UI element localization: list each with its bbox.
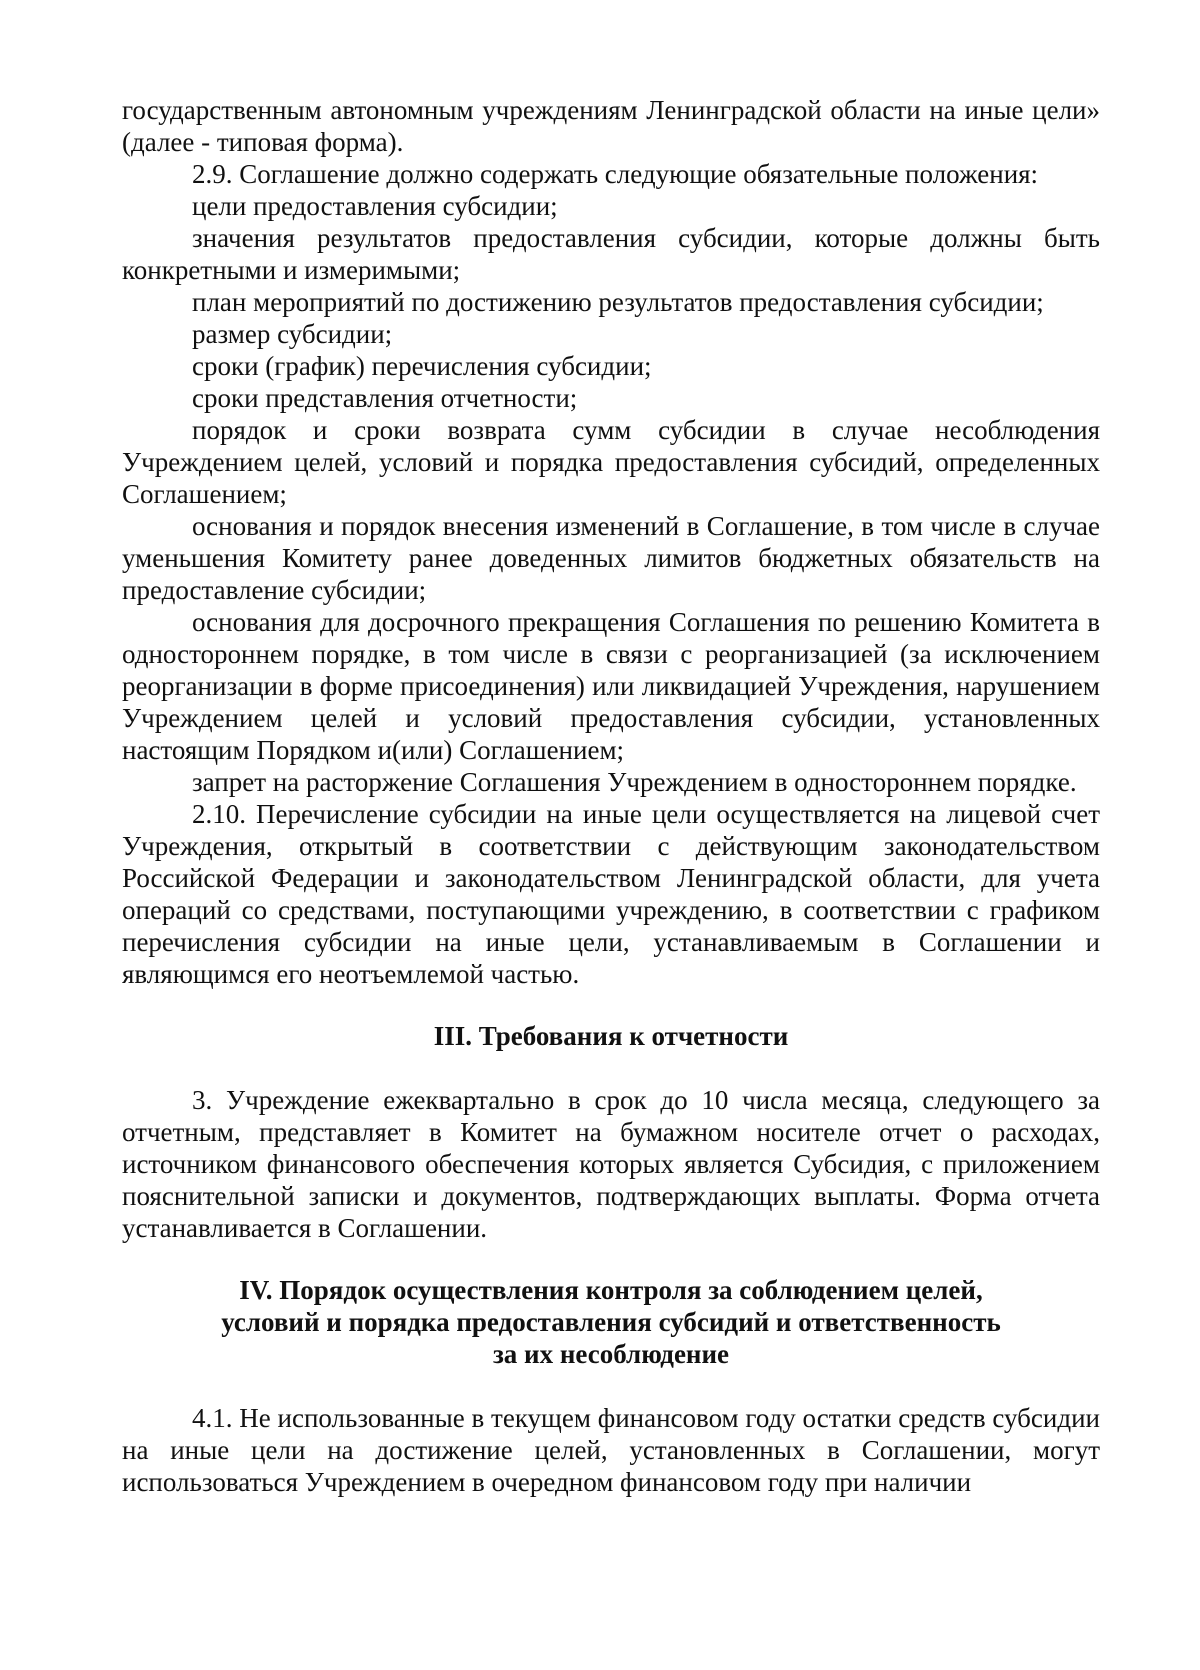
list-item-amount: размер субсидии; [192,319,393,349]
clause-3: 3. Учреждение ежеквартально в срок до 10 числа месяца, следующего за отчетным, представляет в Комитет на бумажном носителе отчет о расходах, источником финансового обеспечения которых является Субсидия, с приложением пояснительной записки и документов, подтверждающих выплаты. Форма отчета устанавливается в Соглашении. [122,1085,1100,1243]
section-3-heading: III. Требования к отчетности [433,1021,789,1051]
spacer [122,990,1100,1020]
section-4-heading-line-1: IV. Порядок осуществления контроля за соблюдением целей, [239,1275,983,1305]
list-item-refund-procedure: порядок и сроки возврата сумм субсидии в случае несоблюдения Учреждением целей, условий и порядка предоставления субсидий, определенных Соглашением; [122,415,1100,509]
list-item-amendment-grounds: основания и порядок внесения изменений в Соглашение, в том числе в случае уменьшения Комитету ранее доведенных лимитов бюджетных обязательств на предоставление субсидии; [122,511,1100,605]
intro-continuation: государственным автономным учреждениям Ленинградской области на иные цели» (далее - типовая форма). [122,95,1100,157]
spacer [122,1052,1100,1084]
list-item-goals: цели предоставления субсидии; [192,191,558,221]
document-body [122,94,1100,1498]
clause-2-10: 2.10. Перечисление субсидии на иные цели осуществляется на лицевой счет Учреждения, открытый в соответствии с действующим законодательством Российской Федерации и законодательством Ленинградской области, для учета операций со средствами, поступающими учреждению, в соответствии с графиком перечисления субсидии на иные цели, устанавливаемым в Соглашении и являющимся его неотъемлемой частью. [122,799,1100,989]
list-item-action-plan: план мероприятий по достижению результатов предоставления субсидии; [192,287,1044,317]
list-item-termination-ban: запрет на расторжение Соглашения Учреждением в одностороннем порядке. [192,767,1077,797]
clause-4-1: 4.1. Не использованные в текущем финансовом году остатки средств субсидии на иные цели на достижение целей, установленных в Соглашении, могут использоваться Учреждением в очередном финансовом году при наличии [122,1403,1100,1497]
section-4-heading-line-3: за их несоблюдение [492,1339,730,1369]
list-item-results: значения результатов предоставления субсидии, которые должны быть конкретными и измеримыми; [122,223,1100,285]
list-item-reporting-deadlines: сроки представления отчетности; [192,383,578,413]
section-4-heading-line-2: условий и порядка предоставления субсидий и ответственность [221,1307,1001,1337]
clause-2-9: 2.9. Соглашение должно содержать следующие обязательные положения: [192,159,1039,189]
section-4-heading [122,1274,1100,1370]
spacer [122,1244,1100,1274]
list-item-termination-grounds: основания для досрочного прекращения Соглашения по решению Комитета в одностороннем порядке, в том числе в связи с реорганизацией (за исключением реорганизации в форме присоединения) или ликвидацией Учреждения, нарушением Учреждением целей и условий предоставления субсидии, установленных настоящим Порядком и(или) Соглашением; [122,607,1100,765]
spacer [122,1370,1100,1402]
list-item-schedule: сроки (график) перечисления субсидии; [192,351,652,381]
